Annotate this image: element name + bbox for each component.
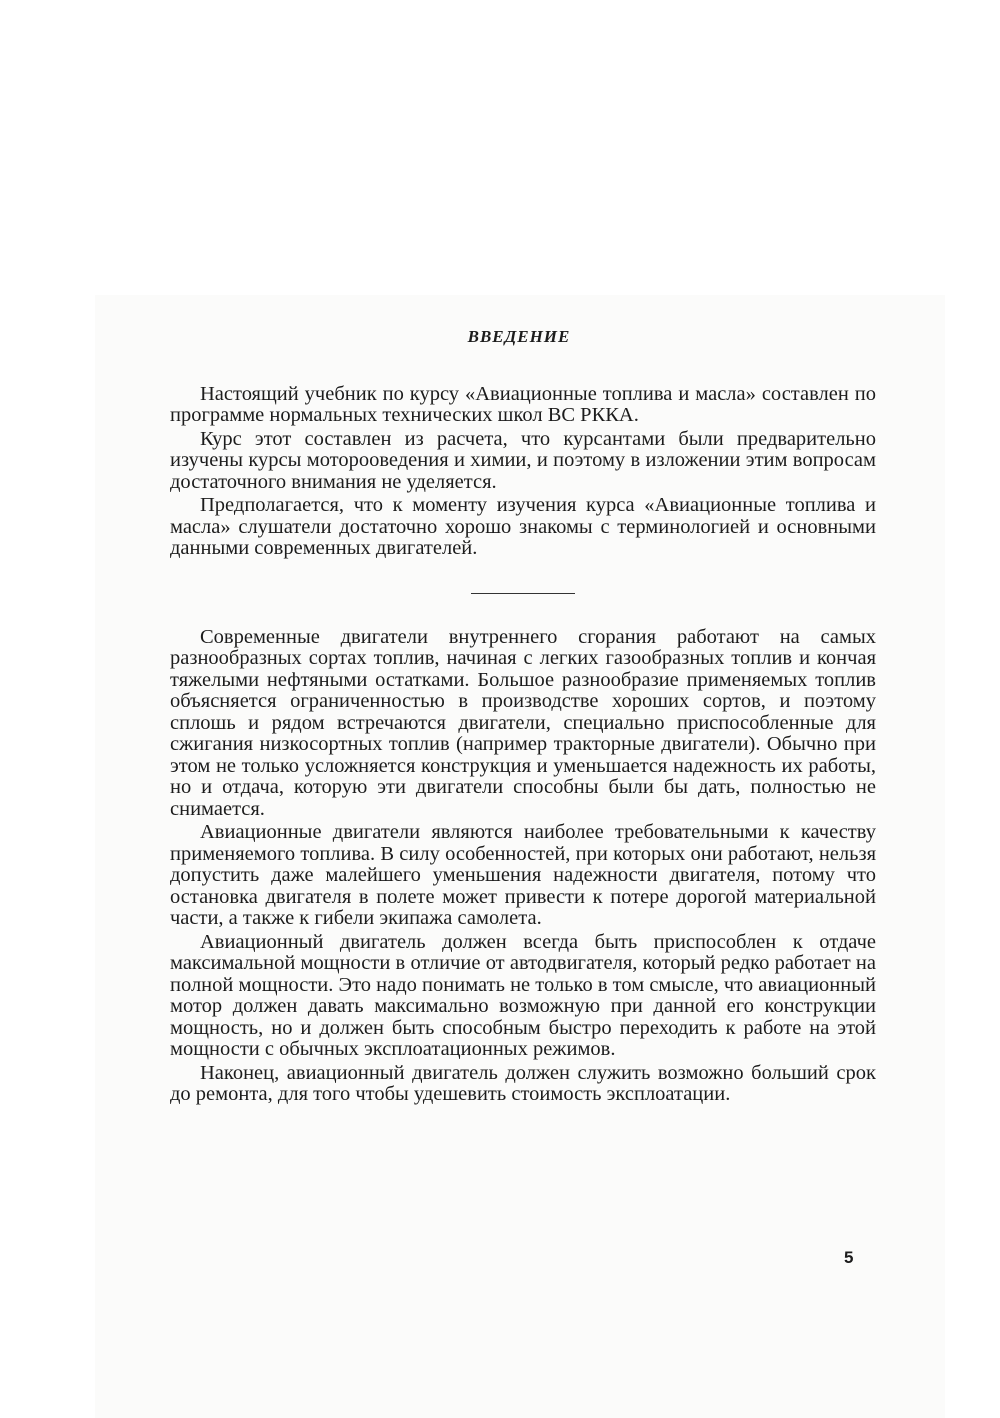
body-paragraph: Авиационный двигатель должен всегда быть приспособлен к отдаче максимальной мощности в отличие от автодвигателя, который редко работает на полной мощности. Это надо понимать не только в том смысле, что авиационный мотор должен давать максимально возможную при данной его конструкции мощность, но и должен быть способным быстро переходить к работе на этой мощности с обычных эксплоатационных режимов. bbox=[170, 930, 876, 1060]
intro-paragraph: Курс этот составлен из расчета, что курсантами были предварительно изучены курсы моторооведения и химии, и поэтому в изложении этим вопросам достаточного внимания не уделяется. bbox=[170, 427, 876, 493]
page-content bbox=[170, 322, 876, 1106]
intro-section bbox=[170, 384, 876, 560]
body-paragraph: Авиационные двигатели являются наиболее требовательными к качеству применяемого топлива. В силу особенностей, при которых они работают, нельзя допустить даже малейшего уменьшения надежности двигателя, потому что остановка двигателя в полете может привести к потере дорогой материальной части, а также к гибели экипажа самолета. bbox=[170, 821, 876, 929]
intro-paragraph: Предполагается, что к моменту изучения курса «Авиационные топлива и масла» слушатели достаточно хорошо знакомы с терминологией и основными данными современных двигателей. bbox=[170, 494, 876, 559]
intro-paragraph: Настоящий учебник по курсу «Авиационные топлива и масла» составлен по программе нормальных технических школ ВС РККА. bbox=[170, 382, 876, 426]
body-paragraph: Современные двигатели внутреннего сгорания работают на самых разнообразных сортах топлив, начиная с легких газообразных топлив и кончая тяжелыми нефтяными остатками. Большое разнообразие применяемых топлив объясняется ограниченностью в производстве хороших сортов, и поэтому сплошь и рядом встречаются двигатели, специально приспособленные для сжигания низкосортных топлив (например тракторные двигатели). Обычно при этом не только усложняется конструкция и уменьшается надежность их работы, но и отдача, которую эти двигатели способны были бы дать, полностью не снимается. bbox=[170, 625, 876, 820]
body-paragraph: Наконец, авиационный двигатель должен служить возможно больший срок до ремонта, для того чтобы удешевить стоимость эксплоатации. bbox=[170, 1061, 876, 1105]
page-number: 5 bbox=[844, 1248, 854, 1267]
chapter-title: ВВЕДЕНИЕ bbox=[467, 327, 571, 346]
main-section bbox=[170, 627, 876, 1106]
section-divider bbox=[471, 593, 575, 594]
